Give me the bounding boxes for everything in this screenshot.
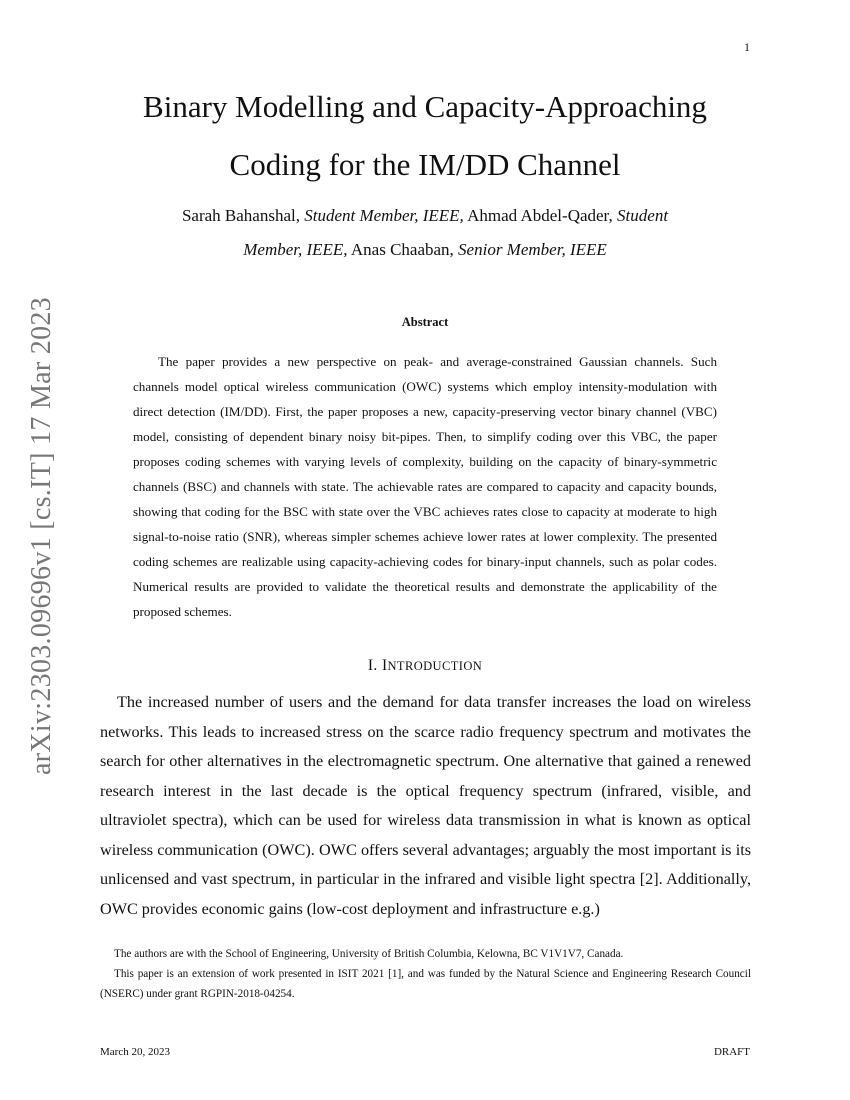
footer-draft-label: DRAFT (713, 1046, 750, 1058)
paper-title (0, 78, 850, 194)
author-role: Member, IEEE, (243, 240, 348, 259)
title-line-1: Binary Modelling and Capacity-Approaching (143, 89, 707, 124)
section-title-rest: NTRODUCTION (387, 659, 483, 673)
abstract-heading: Abstract (401, 315, 449, 329)
footnote-affiliation: The authors are with the School of Engineering, University of British Columbia, Kelowna, BC V1V1V7, Canada. (114, 948, 624, 960)
author-line-2 (110, 233, 740, 267)
section-heading (0, 657, 850, 675)
arxiv-identifier-stamp: arXiv:2303.09696v1 [cs.IT] 17 Mar 2023 (26, 297, 57, 775)
author-name: Anas Chaaban, (347, 240, 459, 259)
author-list (110, 199, 740, 267)
author-name: Sarah Bahanshal, (181, 206, 305, 225)
footer-date: March 20, 2023 (100, 1046, 170, 1058)
author-role: Senior Member, IEEE (458, 240, 607, 259)
footnote-funding: This paper is an extension of work presented in ISIT 2021 [1], and was funded by the Natural Science and Engineering Research Council (NSERC) under grant RGPIN-2018-04254. (100, 968, 751, 1000)
author-role: Student Member, IEEE, (304, 206, 464, 225)
section-number: I. (367, 657, 382, 674)
abstract-text: The paper provides a new perspective on peak- and average-constrained Gaussian channels. Such channels model optical wireless communication (OWC) systems which employ intensity-modulation with direct detection (IM/DD). First, the paper proposes a new, capacity-preserving vector binary channel (VBC) model, consisting of dependent binary noisy bit-pipes. Then, to simplify coding over this VBC, the paper proposes coding schemes with varying levels of complexity, building on the capacity of binary-symmetric channels (BSC) and channels with state. The achievable rates are compared to capacity and capacity bounds, showing that coding for the BSC with state over the VBC achieves rates close to capacity at moderate to high signal-to-noise ratio (SNR), whereas simpler schemes achieve lower rates at lower complexity. The presented coding schemes are realizable using capacity-achieving codes for binary-input channels, such as polar codes. Numerical results are provided to validate the theoretical results and demonstrate the applicability of the proposed schemes. (133, 354, 717, 619)
page-number: 1 (744, 40, 750, 54)
author-name: Ahmad Abdel-Qader, (463, 206, 618, 225)
author-role: Student (617, 206, 669, 225)
author-line-1 (110, 199, 740, 233)
section-title-initial: I (381, 657, 388, 674)
title-line-2: Coding for the IM/DD Channel (229, 147, 621, 182)
introduction-paragraph: The increased number of users and the demand for data transfer increases the load on wireless networks. This leads to increased stress on the scarce radio frequency spectrum and motivates the search for other alternatives in the electromagnetic spectrum. One alternative that gained a renewed research interest in the last decade is the optical frequency spectrum (infrared, visible, and ultraviolet spectra), which can be used for wireless data transmission in what is known as optical wireless communication (OWC). OWC offers several advantages; arguably the most important is its unlicensed and vast spectrum, in particular in the infrared and visible light spectra [2]. Additionally, OWC provides economic gains (low-cost deployment and infrastructure e.g.) (100, 693, 751, 918)
footnotes (100, 944, 751, 1004)
